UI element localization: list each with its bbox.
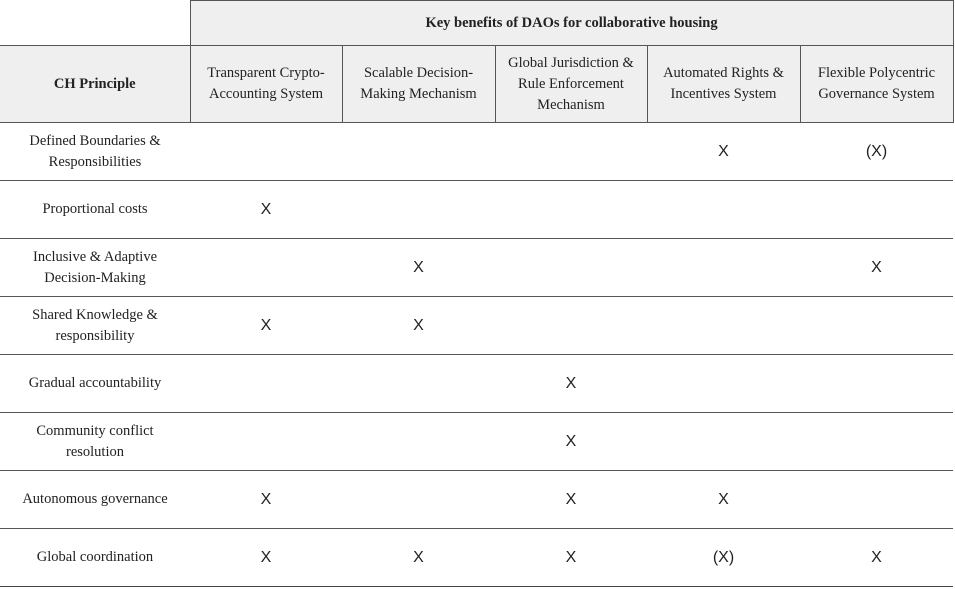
column-header: Scalable Decision-Making Mechanism bbox=[342, 46, 495, 123]
principle-cell: Inclusive & Adaptive Decision-Making bbox=[0, 239, 190, 297]
column-header: Transparent Crypto-Accounting System bbox=[190, 46, 342, 123]
corner-blank-cell bbox=[0, 1, 190, 46]
mark-cell: X bbox=[647, 471, 800, 529]
mark-cell bbox=[647, 239, 800, 297]
mark-cell: (X) bbox=[647, 529, 800, 587]
mark-cell: (X) bbox=[800, 123, 953, 181]
mark-cell: X bbox=[190, 297, 342, 355]
mark-cell bbox=[495, 123, 647, 181]
mark-cell bbox=[190, 239, 342, 297]
table-row bbox=[0, 123, 953, 181]
mark-cell bbox=[800, 355, 953, 413]
mark-cell: X bbox=[495, 529, 647, 587]
group-header: Key benefits of DAOs for collaborative housing bbox=[190, 1, 953, 46]
mark-cell bbox=[495, 297, 647, 355]
table-row bbox=[0, 413, 953, 471]
table-row bbox=[0, 239, 953, 297]
mark-cell bbox=[342, 413, 495, 471]
mark-cell bbox=[800, 297, 953, 355]
mark-cell: X bbox=[190, 529, 342, 587]
mark-cell bbox=[495, 181, 647, 239]
principle-cell: Gradual accountability bbox=[0, 355, 190, 413]
mark-cell: X bbox=[495, 355, 647, 413]
principle-cell: Shared Knowledge & responsibility bbox=[0, 297, 190, 355]
mark-cell bbox=[190, 355, 342, 413]
column-header: Global Jurisdiction & Rule Enforcement Mechanism bbox=[495, 46, 647, 123]
mark-cell: X bbox=[647, 123, 800, 181]
mark-cell bbox=[342, 123, 495, 181]
mark-cell bbox=[800, 413, 953, 471]
mark-cell bbox=[190, 123, 342, 181]
principle-cell: Autonomous governance bbox=[0, 471, 190, 529]
mark-cell: X bbox=[190, 471, 342, 529]
principle-cell: Proportional costs bbox=[0, 181, 190, 239]
principle-cell: Global coordination bbox=[0, 529, 190, 587]
table-row bbox=[0, 181, 953, 239]
mark-cell: X bbox=[190, 181, 342, 239]
mark-cell bbox=[647, 297, 800, 355]
principle-column-header: CH Principle bbox=[0, 46, 190, 123]
mark-cell bbox=[342, 181, 495, 239]
column-header: Automated Rights & Incentives System bbox=[647, 46, 800, 123]
mark-cell bbox=[342, 355, 495, 413]
table-row bbox=[0, 355, 953, 413]
mark-cell: X bbox=[342, 529, 495, 587]
mark-cell bbox=[800, 181, 953, 239]
mark-cell bbox=[190, 413, 342, 471]
mark-cell: X bbox=[495, 471, 647, 529]
mark-cell bbox=[800, 471, 953, 529]
mark-cell: X bbox=[800, 239, 953, 297]
principle-cell: Defined Boundaries & Responsibilities bbox=[0, 123, 190, 181]
mark-cell: X bbox=[342, 239, 495, 297]
table-row bbox=[0, 297, 953, 355]
mark-cell: X bbox=[495, 413, 647, 471]
mark-cell: X bbox=[342, 297, 495, 355]
table-row bbox=[0, 529, 953, 587]
column-header: Flexible Polycentric Governance System bbox=[800, 46, 953, 123]
mark-cell bbox=[495, 239, 647, 297]
mark-cell: X bbox=[800, 529, 953, 587]
mark-cell bbox=[647, 413, 800, 471]
principle-cell: Community conflict resolution bbox=[0, 413, 190, 471]
table-row bbox=[0, 471, 953, 529]
mark-cell bbox=[647, 355, 800, 413]
mark-cell bbox=[342, 471, 495, 529]
mark-cell bbox=[647, 181, 800, 239]
